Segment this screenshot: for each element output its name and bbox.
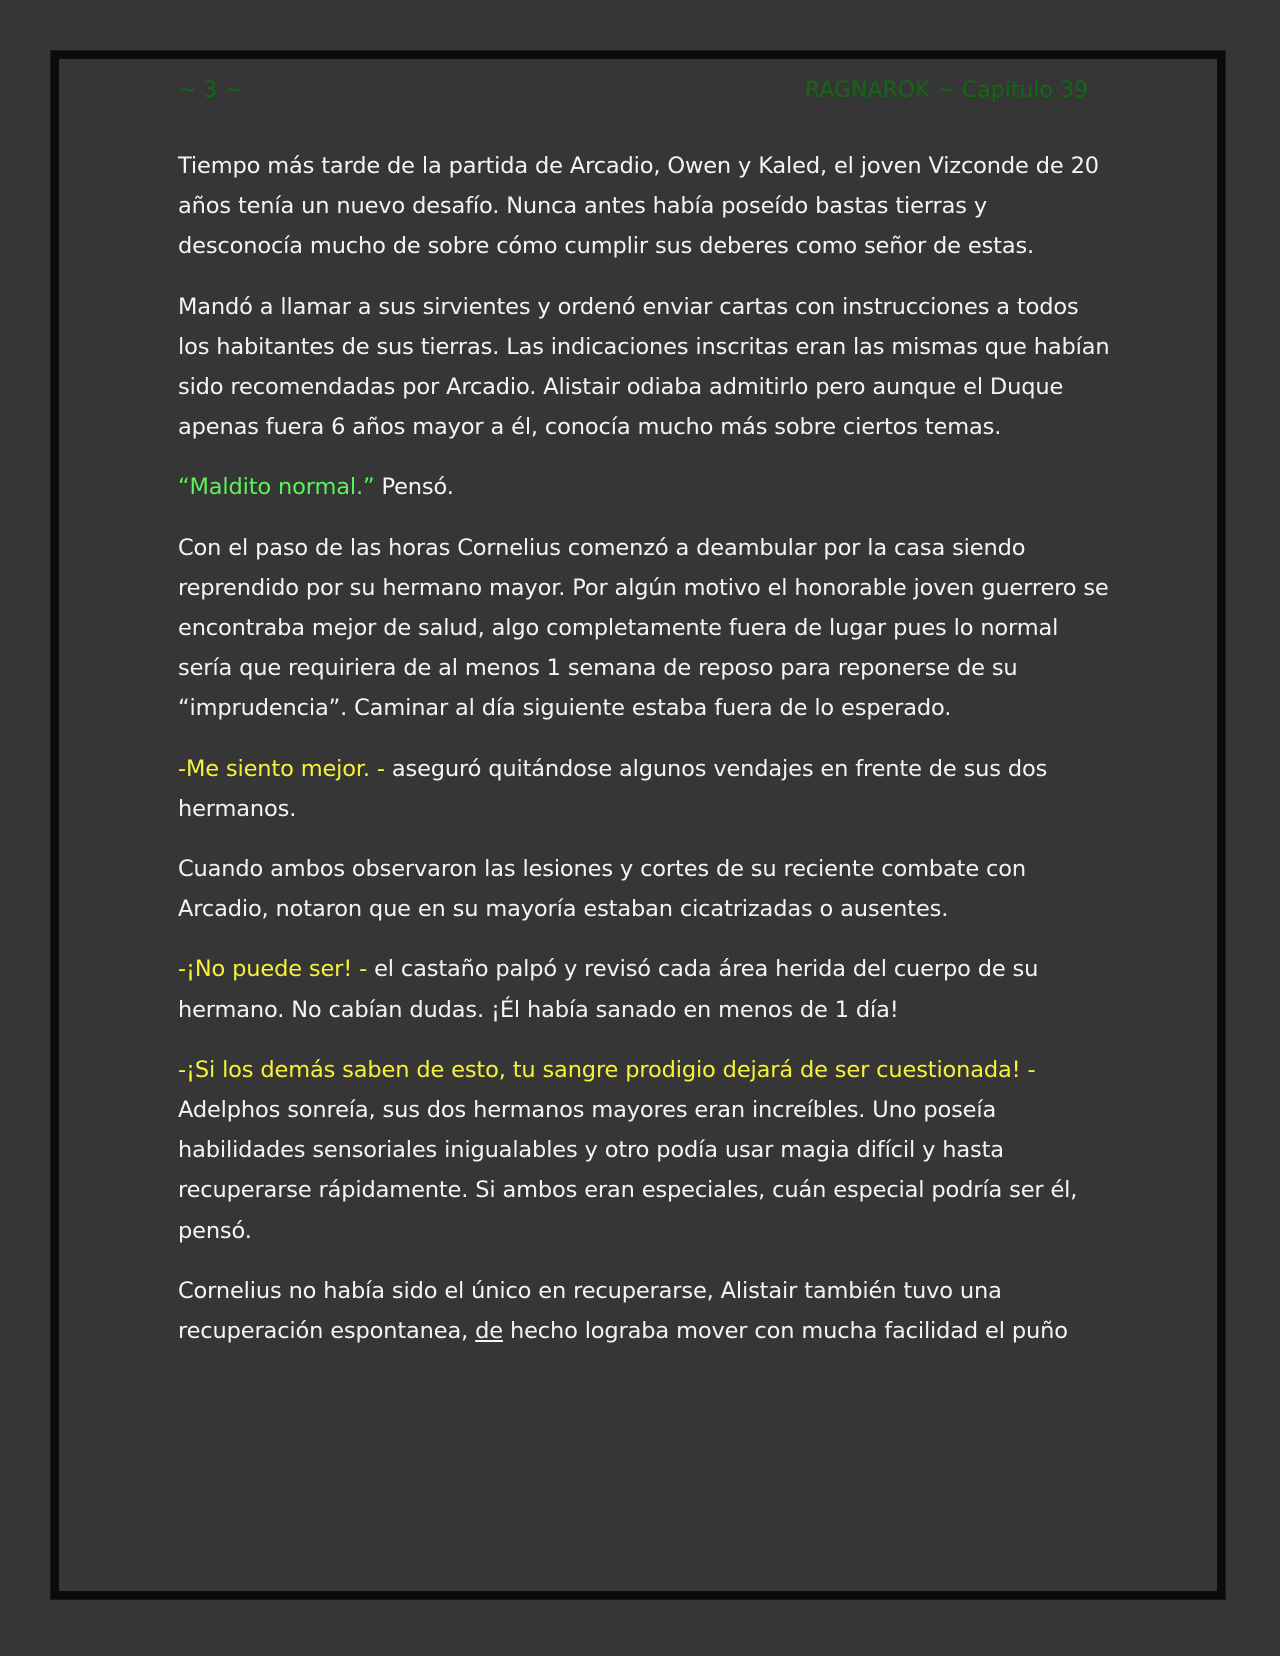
paragraph-9: [178, 1271, 1114, 1351]
chapter-body: [178, 146, 1114, 1371]
page-header: [178, 78, 1088, 108]
narration-text: hecho lograba mover con mucha facilidad el puño: [502, 1318, 1068, 1345]
running-title: RAGNAROK ~ Capítulo 39: [804, 78, 1088, 103]
paragraph-2: Mandó a llamar a sus sirvientes y ordenó enviar cartas con instrucciones a todos los habitantes de sus tierras. Las indicaciones inscritas eran las mismas que habían sido recomendadas por Arcadio. Alistair odiaba admitirlo pero aunque el Duque apenas fuera 6 años mayor a él, conocía mucho más sobre ciertos temas.: [178, 293, 1110, 441]
paragraph-4: Con el paso de las horas Cornelius comenzó a deambular por la casa siendo reprendido por su hermano mayor. Por algún motivo el honorable joven guerrero se encontraba mejor de salud, algo completamente fuera de lugar pues lo normal sería que requiriera de al menos 1 semana de reposo para reponerse de su “imprudencia”. Caminar al día siguiente estaba fuera de lo esperado.: [178, 534, 1109, 722]
narration-text: aseguró quitándose algunos vendajes en frente de sus dos hermanos.: [178, 755, 1048, 822]
narration-text: Pensó.: [374, 474, 454, 501]
page-number: ~ 3 ~: [178, 78, 243, 103]
underlined-word: de: [475, 1318, 503, 1345]
paragraph-3: [178, 467, 1114, 507]
narration-text: Adelphos sonreía, sus dos hermanos mayores eran increíbles. Uno poseía habilidades sensoriales inigualables y otro podía usar magia difícil y hasta recuperarse rápidamente. Si ambos eran especiales, cuán especial podría ser él, pensó.: [178, 1097, 1078, 1244]
thought-text: “Maldito normal.”: [178, 474, 375, 501]
narration-text: el castaño palpó y revisó cada área herida del cuerpo de su hermano. No cabían dudas. ¡Él había sanado en menos de 1 día!: [178, 956, 1039, 1023]
paragraph-1: Tiempo más tarde de la partida de Arcadio, Owen y Kaled, el joven Vizconde de 20 años tenía un nuevo desafío. Nunca antes había poseído bastas tierras y desconocía mucho de sobre cómo cumplir sus deberes como señor de estas.: [178, 153, 1099, 260]
paragraph-5: [178, 749, 1114, 829]
dialogue-text: -¡No puede ser! -: [178, 956, 368, 983]
paragraph-6: Cuando ambos observaron las lesiones y cortes de su reciente combate con Arcadio, notaron que en su mayoría estaban cicatrizadas o ausentes.: [178, 856, 1026, 923]
narration-text: Cornelius no había sido el único en recuperarse, Alistair también tuvo una recuperación espontanea,: [178, 1277, 1002, 1345]
paragraph-7: [178, 949, 1114, 1029]
dialogue-text: -¡Si los demás saben de esto, tu sangre prodigio dejará de ser cuestionada! -: [178, 1056, 1036, 1083]
dialogue-text: -Me siento mejor. -: [178, 755, 385, 782]
paragraph-8: [178, 1050, 1114, 1251]
